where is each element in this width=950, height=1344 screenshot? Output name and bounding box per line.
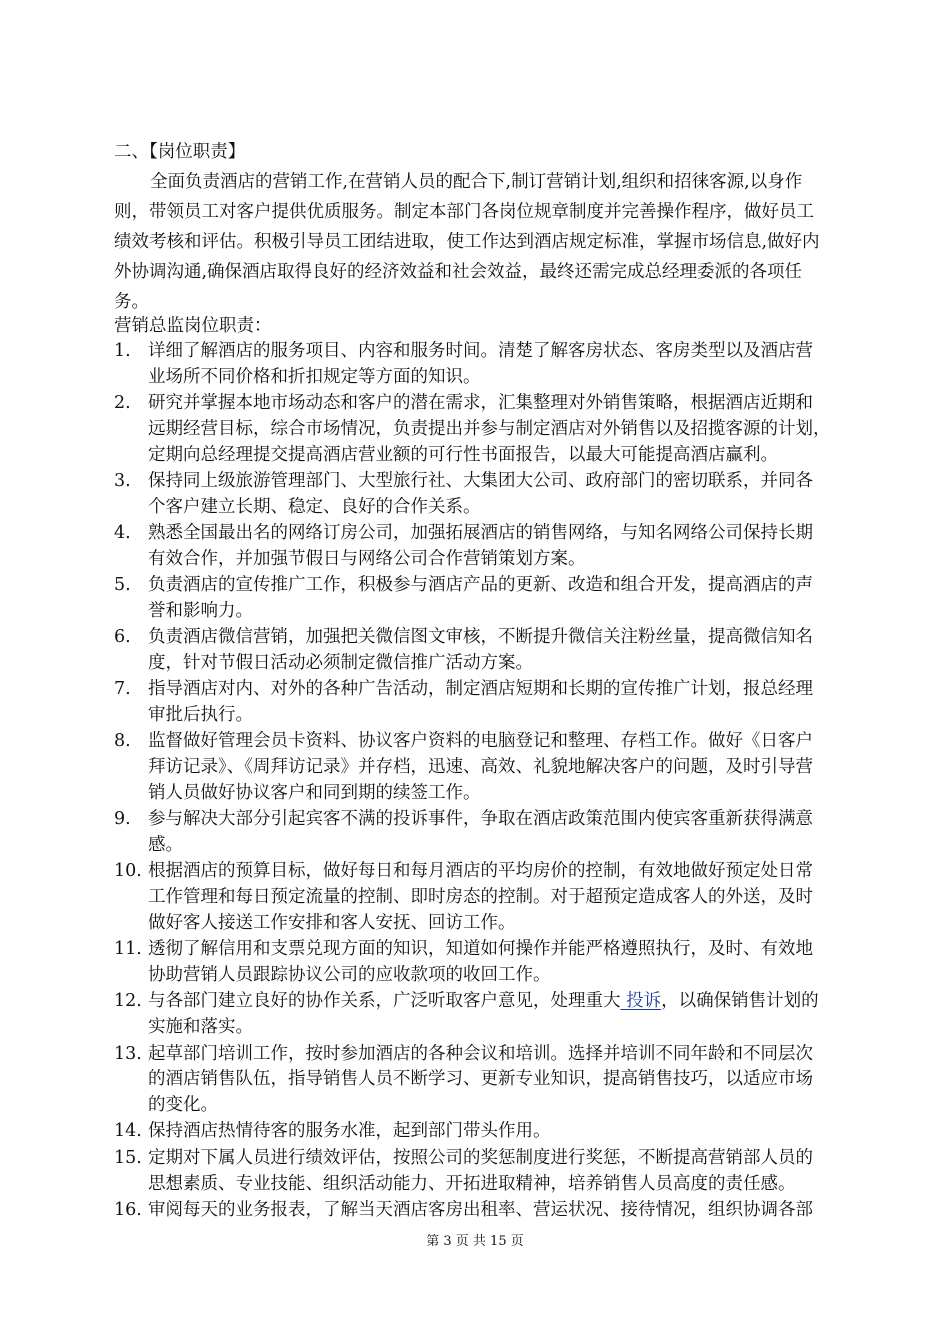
duty-line: 定期向总经理提交提高酒店营业额的可行性书面报告，以最大可能提高酒店赢利。 — [148, 444, 778, 465]
duty-item — [114, 1119, 894, 1145]
duty-line-text: 与各部门建立良好的协作关系，广泛听取客户意见，处理重大 — [148, 991, 621, 1012]
duty-line: 拜访记录》、《周拜访记录》并存档，迅速、高效、礼貌地解决客户的问题，及时引导营 — [148, 757, 813, 778]
duty-line: 远期经营目标，综合市场情况，负责提出并参与制定酒店对外销售以及招揽客源的计划， — [148, 418, 831, 439]
duty-item — [114, 573, 894, 625]
duty-item — [114, 391, 894, 468]
duty-line: 誉和影响力。 — [148, 600, 253, 621]
duty-line: 详细了解酒店的服务项目、内容和服务时间。清楚了解客房状态、客房类型以及酒店营 — [148, 341, 813, 361]
intro-line: 外协调沟通,确保酒店取得良好的经济效益和社会效益，最终还需完成总经理委派的各项任 — [114, 262, 803, 282]
duty-item — [114, 339, 894, 391]
duty-line: 保持同上级旅游管理部门、大型旅行社、大集团大公司、政府部门的密切联系，并同各 — [148, 470, 813, 491]
duty-line: 做好客人接送工作安排和客人安抚、回访工作。 — [148, 913, 516, 934]
duty-line: 监督做好管理会员卡资料、协议客户资料的电脑登记和整理、存档工作。做好《日客户 — [148, 731, 813, 752]
duty-number: 7. — [114, 679, 131, 700]
duty-number: 15. — [114, 1147, 142, 1168]
duty-line — [148, 989, 894, 1015]
duty-line: 工作管理和每日预定流量的控制、即时房态的控制。对于超预定造成客人的外送，及时 — [148, 887, 813, 908]
duty-line: 审批后执行。 — [148, 705, 253, 726]
duty-line: 的变化。 — [148, 1095, 218, 1116]
duty-line: 负责酒店的宣传推广工作，积极参与酒店产品的更新、改造和组合开发，提高酒店的声 — [148, 575, 813, 596]
duty-item — [114, 937, 894, 989]
duty-number: 5. — [114, 575, 131, 596]
duty-number: 3. — [114, 470, 131, 491]
duty-line: 熟悉全国最出名的网络订房公司，加强拓展酒店的销售网络，与知名网络公司保持长期 — [148, 523, 813, 544]
duty-line: 指导酒店对内、对外的各种广告活动，制定酒店短期和长期的宣传推广计划，报总经理 — [148, 679, 813, 700]
duty-item — [114, 677, 894, 729]
duty-line: 业场所不同价格和折扣规定等方面的知识。 — [148, 366, 481, 387]
duty-line: 根据酒店的预算目标，做好每日和每月酒店的平均房价的控制，有效地做好预定处日常 — [148, 861, 813, 882]
duty-number: 4. — [114, 523, 131, 544]
duty-line: 研究并掌握本地市场动态和客户的潜在需求，汇集整理对外销售策略，根据酒店近期和 — [148, 393, 813, 414]
intro-line: 务。 — [114, 292, 149, 312]
duty-line: 保持酒店热情待客的服务水准，起到部门带头作用。 — [148, 1121, 551, 1142]
duty-number: 16. — [114, 1199, 142, 1220]
duty-item — [114, 1198, 894, 1224]
duties-list — [114, 339, 894, 1224]
duty-number: 9. — [114, 809, 131, 830]
duty-number: 12. — [114, 991, 142, 1012]
duty-number: 10. — [114, 861, 142, 882]
page-footer: 第 3 页 共 15 页 — [426, 1234, 524, 1249]
duty-line: 透彻了解信用和支票兑现方面的知识，知道如何操作并能严格遵照执行，及时、有效地 — [148, 939, 813, 960]
duty-number: 13. — [114, 1043, 142, 1064]
duty-line: 定期对下属人员进行绩效评估，按照公司的奖惩制度进行奖惩，不断提高营销部人员的 — [148, 1147, 813, 1168]
duty-line: 感。 — [148, 835, 183, 856]
duty-item — [114, 1042, 894, 1119]
duty-item — [114, 859, 894, 936]
duty-item — [114, 729, 894, 806]
duty-line: 有效合作，并加强节假日与网络公司合作营销策划方案。 — [148, 548, 586, 569]
duty-item — [114, 469, 894, 521]
complaint-link[interactable]: 投诉 — [620, 991, 662, 1012]
duty-number: 11. — [114, 939, 142, 960]
duty-number: 14. — [114, 1121, 142, 1142]
duty-item — [114, 1146, 894, 1198]
duty-line: 参与解决大部分引起宾客不满的投诉事件，争取在酒店政策范围内使宾客重新获得满意 — [148, 809, 813, 830]
duty-number: 2. — [114, 393, 131, 414]
intro-line: 全面负责酒店的营销工作,在营销人员的配合下,制订营销计划,组织和招徕客源,以身作 — [150, 172, 803, 192]
duty-line: 思想素质、专业技能、组织活动能力、开拓进取精神，培养销售人员高度的责任感。 — [148, 1173, 796, 1194]
intro-line: 绩效考核和评估。积极引导员工团结进取，使工作达到酒店规定标准，掌握市场信息,做好内 — [114, 232, 820, 252]
duty-line: 销人员做好协议客户和同到期的续签工作。 — [148, 783, 481, 804]
duty-line: 个客户建立长期、稳定、良好的合作关系。 — [148, 496, 481, 517]
duty-number: 8. — [114, 731, 131, 752]
duty-item — [114, 521, 894, 573]
intro-line: 则，带领员工对客户提供优质服务。制定本部门各岗位规章制度并完善操作程序，做好员工 — [114, 202, 814, 222]
duty-line: 负责酒店微信营销，加强把关微信图文审核，不断提升微信关注粉丝量，提高微信知名 — [148, 627, 813, 648]
duty-item — [114, 807, 894, 859]
duty-item — [114, 625, 894, 677]
duty-line: 实施和落实。 — [148, 1017, 253, 1038]
intro-paragraph — [114, 167, 884, 317]
duty-line: 起草部门培训工作，按时参加酒店的各种会议和培训。选择并培训不同年龄和不同层次 — [148, 1043, 813, 1064]
duty-number: 6. — [114, 627, 131, 648]
duty-line-text: ，以确保销售计划的 — [661, 991, 819, 1012]
subheading: 营销总监岗位职责： — [114, 316, 272, 336]
section-heading: 二、【岗位职责】 — [114, 142, 246, 162]
duty-line: 的酒店销售队伍，指导销售人员不断学习、更新专业知识，提高销售技巧，以适应市场 — [148, 1069, 813, 1090]
duty-line: 度，针对节假日活动必须制定微信推广活动方案。 — [148, 653, 533, 674]
duty-item — [114, 989, 894, 1041]
duty-number: 1. — [114, 341, 131, 361]
duty-line: 协助营销人员跟踪协议公司的应收款项的收回工作。 — [148, 965, 551, 986]
duty-line: 审阅每天的业务报表，了解当天酒店客房出租率、营运状况、接待情况，组织协调各部 — [148, 1199, 813, 1220]
